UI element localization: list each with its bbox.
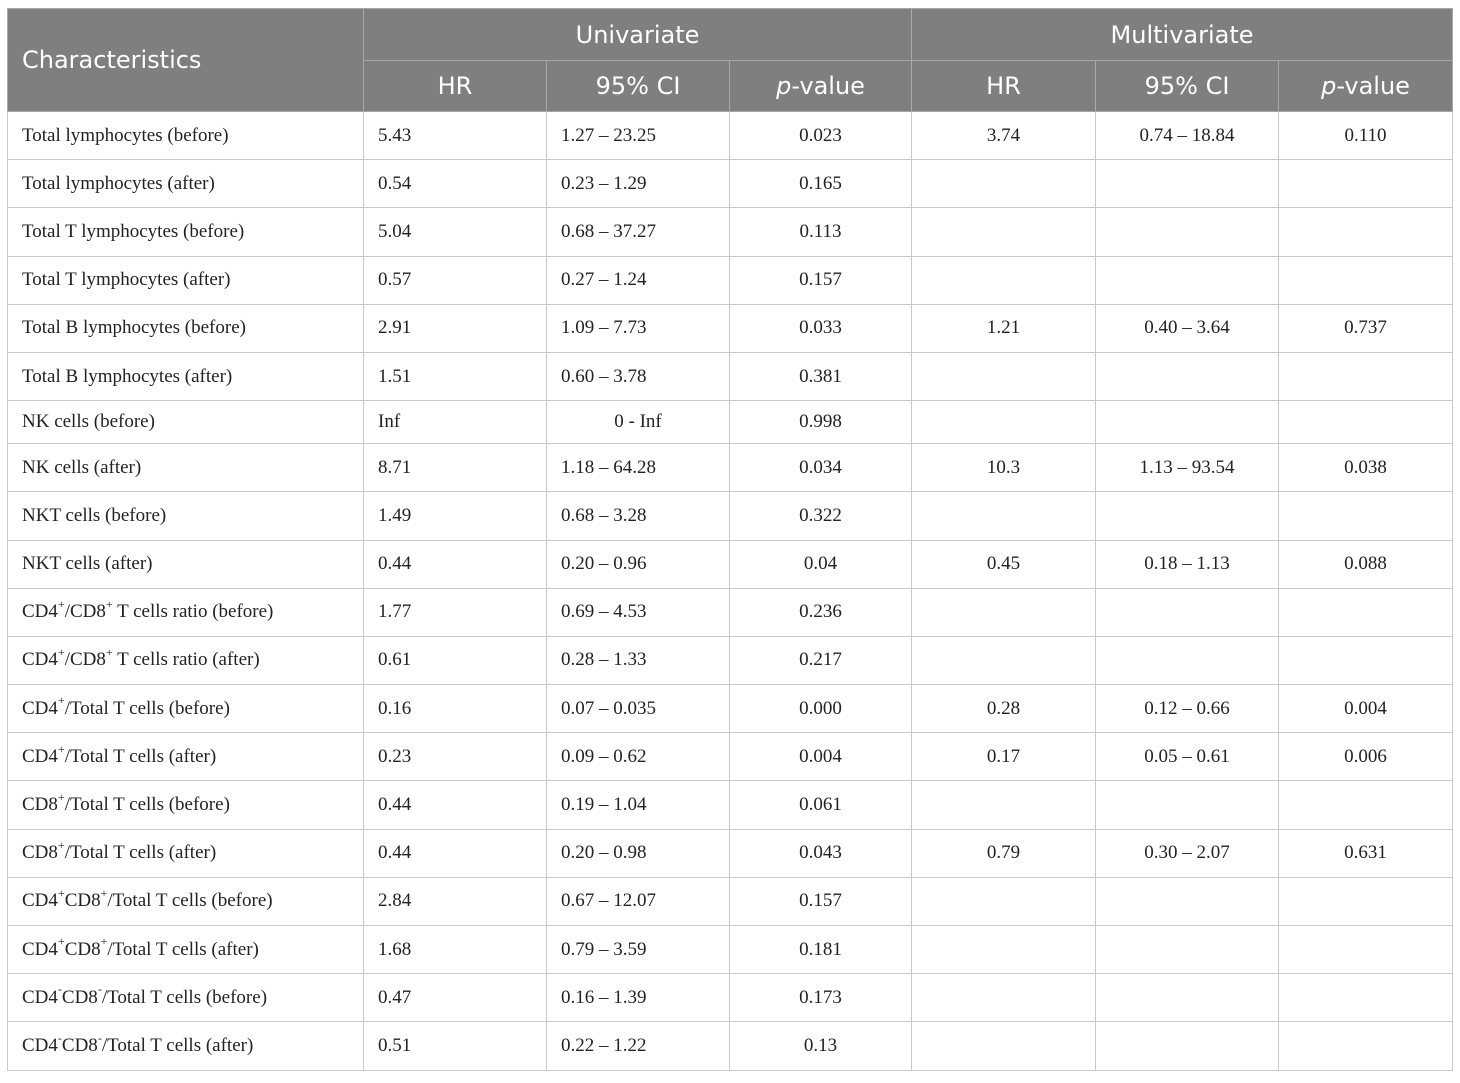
table-row — [8, 1022, 1453, 1070]
multivariate-pvalue-cell: 0.631 — [1279, 829, 1453, 877]
multivariate-ci-cell: 1.13 – 93.54 — [1096, 444, 1279, 492]
univariate-pvalue-cell: 0.381 — [730, 352, 912, 400]
superscript: - — [57, 982, 62, 997]
univariate-pvalue-cell: 0.043 — [730, 829, 912, 877]
superscript: + — [57, 789, 65, 804]
characteristic-cell — [8, 781, 364, 829]
univariate-ci-cell: 0.07 – 0.035 — [547, 685, 730, 733]
characteristic-cell — [8, 588, 364, 636]
multivariate-ci-cell — [1096, 877, 1279, 925]
characteristic-text: CD4 — [22, 1034, 58, 1056]
multivariate-ci-cell — [1096, 401, 1279, 444]
characteristic-text: CD8 — [61, 986, 98, 1008]
p-letter: p — [1321, 72, 1337, 100]
characteristic-text: CD8 — [22, 842, 58, 864]
characteristic-text: /Total T cells (after) — [64, 745, 217, 767]
characteristic-text: Total lymphocytes (before) — [22, 124, 229, 146]
characteristic-cell — [8, 1022, 364, 1070]
multivariate-pvalue-cell: 0.006 — [1279, 733, 1453, 781]
multivariate-pvalue-cell — [1279, 492, 1453, 540]
univariate-hr-cell: 2.91 — [364, 304, 547, 352]
table-row — [8, 304, 1453, 352]
characteristic-cell — [8, 352, 364, 400]
univariate-hr-cell: 0.51 — [364, 1022, 547, 1070]
table-row — [8, 588, 1453, 636]
multivariate-hr-cell: 1.21 — [912, 304, 1096, 352]
multivariate-hr-cell — [912, 256, 1096, 304]
univariate-pvalue-cell: 0.033 — [730, 304, 912, 352]
multivariate-hr-cell: 10.3 — [912, 444, 1096, 492]
characteristic-cell — [8, 829, 364, 877]
table-row — [8, 974, 1453, 1022]
superscript: - — [97, 1030, 102, 1045]
superscript: + — [105, 596, 113, 611]
table-row — [8, 733, 1453, 781]
multivariate-pvalue-cell — [1279, 588, 1453, 636]
p-suffix: -value — [791, 72, 865, 100]
p-suffix: -value — [1336, 72, 1410, 100]
characteristic-cell — [8, 685, 364, 733]
multivariate-ci-cell — [1096, 492, 1279, 540]
univariate-hr-cell: 2.84 — [364, 877, 547, 925]
univariate-hr-cell: 0.44 — [364, 829, 547, 877]
characteristic-text: CD4 — [22, 986, 58, 1008]
univariate-pvalue-cell: 0.157 — [730, 256, 912, 304]
univariate-pvalue-cell: 0.236 — [730, 588, 912, 636]
characteristic-text: Total B lymphocytes (after) — [22, 365, 233, 387]
multivariate-ci-cell: 0.40 – 3.64 — [1096, 304, 1279, 352]
characteristic-text: NK cells (after) — [22, 456, 142, 478]
multivariate-ci-cell — [1096, 160, 1279, 208]
multivariate-ci-cell — [1096, 781, 1279, 829]
multivariate-ci-cell — [1096, 208, 1279, 256]
characteristic-text: /Total T cells (before) — [64, 697, 230, 719]
characteristic-text: T cells ratio (after) — [112, 649, 260, 671]
table-row — [8, 492, 1453, 540]
characteristic-text: /CD8 — [64, 649, 106, 671]
table-body — [8, 112, 1453, 1071]
univariate-ci-cell: 0.68 – 3.28 — [547, 492, 730, 540]
multivariate-hr-cell — [912, 926, 1096, 974]
multivariate-pvalue-cell: 0.038 — [1279, 444, 1453, 492]
multivariate-pvalue-cell: 0.088 — [1279, 540, 1453, 588]
multivariate-hr-cell: 3.74 — [912, 112, 1096, 160]
characteristic-text: /Total T cells (after) — [64, 842, 217, 864]
univariate-pvalue-cell: 0.113 — [730, 208, 912, 256]
multivariate-hr-cell: 0.79 — [912, 829, 1096, 877]
characteristic-cell — [8, 636, 364, 684]
univariate-hr-cell: 0.47 — [364, 974, 547, 1022]
univariate-hr-header: HR — [364, 61, 547, 112]
superscript: + — [100, 934, 108, 949]
multivariate-ci-header: 95% CI — [1096, 61, 1279, 112]
multivariate-pvalue-cell — [1279, 781, 1453, 829]
characteristic-text: CD4 — [22, 601, 58, 623]
table-row — [8, 636, 1453, 684]
univariate-ci-cell: 0.23 – 1.29 — [547, 160, 730, 208]
characteristic-cell — [8, 208, 364, 256]
univariate-pvalue-header — [730, 61, 912, 112]
characteristic-text: Total T lymphocytes (after) — [22, 269, 231, 291]
characteristic-cell — [8, 926, 364, 974]
univariate-hr-cell: 0.23 — [364, 733, 547, 781]
univariate-ci-cell: 0.16 – 1.39 — [547, 974, 730, 1022]
univariate-ci-cell: 0.69 – 4.53 — [547, 588, 730, 636]
multivariate-ci-cell — [1096, 352, 1279, 400]
multivariate-pvalue-cell — [1279, 160, 1453, 208]
p-letter: p — [776, 72, 792, 100]
multivariate-hr-cell — [912, 974, 1096, 1022]
multivariate-pvalue-cell: 0.004 — [1279, 685, 1453, 733]
multivariate-hr-cell — [912, 877, 1096, 925]
multivariate-header: Multivariate — [912, 9, 1453, 61]
univariate-hr-cell: 0.44 — [364, 781, 547, 829]
univariate-ci-cell: 0.20 – 0.96 — [547, 540, 730, 588]
characteristic-text: /Total T cells (after) — [107, 938, 259, 960]
table-row — [8, 781, 1453, 829]
multivariate-pvalue-cell — [1279, 636, 1453, 684]
characteristic-text: Total lymphocytes (after) — [22, 172, 215, 194]
superscript: + — [105, 645, 113, 660]
multivariate-hr-cell — [912, 352, 1096, 400]
multivariate-hr-cell — [912, 401, 1096, 444]
univariate-pvalue-cell: 0.000 — [730, 685, 912, 733]
multivariate-ci-cell: 0.74 – 18.84 — [1096, 112, 1279, 160]
characteristic-text: CD4 — [22, 697, 58, 719]
characteristic-cell — [8, 444, 364, 492]
superscript: - — [57, 1030, 62, 1045]
multivariate-ci-cell: 0.30 – 2.07 — [1096, 829, 1279, 877]
characteristic-cell — [8, 401, 364, 444]
univariate-pvalue-cell: 0.04 — [730, 540, 912, 588]
univariate-pvalue-cell: 0.165 — [730, 160, 912, 208]
multivariate-hr-cell — [912, 1022, 1096, 1070]
table-row — [8, 685, 1453, 733]
superscript: + — [57, 741, 65, 756]
univariate-hr-cell: 0.16 — [364, 685, 547, 733]
table-row — [8, 160, 1453, 208]
multivariate-ci-cell — [1096, 636, 1279, 684]
univariate-hr-cell: Inf — [364, 401, 547, 444]
characteristic-text: Total T lymphocytes (before) — [22, 220, 245, 242]
multivariate-hr-cell — [912, 492, 1096, 540]
multivariate-pvalue-header — [1279, 61, 1453, 112]
univariate-pvalue-cell: 0.322 — [730, 492, 912, 540]
characteristic-cell — [8, 974, 364, 1022]
univariate-pvalue-cell: 0.998 — [730, 401, 912, 444]
characteristic-text: CD4 — [22, 890, 58, 912]
univariate-hr-cell: 0.44 — [364, 540, 547, 588]
characteristic-text: /Total T cells (before) — [107, 890, 273, 912]
characteristic-text: Total B lymphocytes (before) — [22, 317, 246, 339]
univariate-pvalue-cell: 0.217 — [730, 636, 912, 684]
univariate-ci-cell: 0 - Inf — [547, 401, 730, 444]
superscript: + — [57, 934, 65, 949]
univariate-hr-cell: 1.51 — [364, 352, 547, 400]
multivariate-ci-cell — [1096, 256, 1279, 304]
univariate-pvalue-cell: 0.173 — [730, 974, 912, 1022]
multivariate-hr-cell: 0.45 — [912, 540, 1096, 588]
univariate-ci-cell: 0.19 – 1.04 — [547, 781, 730, 829]
characteristic-text: CD4 — [22, 938, 58, 960]
multivariate-pvalue-cell — [1279, 256, 1453, 304]
superscript: + — [100, 886, 108, 901]
univariate-pvalue-cell: 0.181 — [730, 926, 912, 974]
univariate-hr-cell: 0.57 — [364, 256, 547, 304]
characteristic-cell — [8, 877, 364, 925]
univariate-pvalue-cell: 0.13 — [730, 1022, 912, 1070]
multivariate-ci-cell: 0.18 – 1.13 — [1096, 540, 1279, 588]
univariate-hr-cell: 1.77 — [364, 588, 547, 636]
characteristic-text: CD8 — [22, 794, 58, 816]
multivariate-hr-cell: 0.17 — [912, 733, 1096, 781]
univariate-pvalue-cell: 0.004 — [730, 733, 912, 781]
characteristic-cell — [8, 304, 364, 352]
univariate-pvalue-cell: 0.157 — [730, 877, 912, 925]
table-header — [8, 9, 1453, 112]
characteristics-header: Characteristics — [8, 9, 364, 112]
univariate-ci-cell: 0.22 – 1.22 — [547, 1022, 730, 1070]
univariate-pvalue-cell: 0.034 — [730, 444, 912, 492]
univariate-pvalue-cell: 0.023 — [730, 112, 912, 160]
characteristic-text: NKT cells (before) — [22, 504, 167, 526]
characteristic-text: /CD8 — [64, 601, 106, 623]
multivariate-pvalue-cell — [1279, 877, 1453, 925]
multivariate-ci-cell — [1096, 974, 1279, 1022]
characteristic-text: T cells ratio (before) — [112, 601, 274, 623]
characteristic-text: NKT cells (after) — [22, 553, 153, 575]
multivariate-pvalue-cell: 0.737 — [1279, 304, 1453, 352]
multivariate-hr-header: HR — [912, 61, 1096, 112]
univariate-hr-cell: 0.54 — [364, 160, 547, 208]
multivariate-pvalue-cell — [1279, 974, 1453, 1022]
table-row — [8, 112, 1453, 160]
characteristic-text: CD4 — [22, 649, 58, 671]
hazard-ratio-table — [7, 8, 1453, 1071]
univariate-ci-cell: 0.20 – 0.98 — [547, 829, 730, 877]
table-row — [8, 877, 1453, 925]
univariate-hr-cell: 5.04 — [364, 208, 547, 256]
univariate-ci-cell: 1.18 – 64.28 — [547, 444, 730, 492]
multivariate-pvalue-cell: 0.110 — [1279, 112, 1453, 160]
characteristic-cell — [8, 733, 364, 781]
table-row — [8, 352, 1453, 400]
multivariate-pvalue-cell — [1279, 1022, 1453, 1070]
univariate-ci-cell: 0.09 – 0.62 — [547, 733, 730, 781]
superscript: - — [97, 982, 102, 997]
univariate-hr-cell: 8.71 — [364, 444, 547, 492]
results-table-container — [7, 8, 1452, 1071]
characteristic-text: CD8 — [64, 890, 101, 912]
multivariate-hr-cell — [912, 208, 1096, 256]
characteristic-text: /Total T cells (before) — [101, 986, 268, 1008]
multivariate-pvalue-cell — [1279, 401, 1453, 444]
characteristic-cell — [8, 112, 364, 160]
characteristic-cell — [8, 160, 364, 208]
table-row — [8, 829, 1453, 877]
multivariate-hr-cell — [912, 636, 1096, 684]
table-row — [8, 401, 1453, 444]
superscript: + — [57, 645, 65, 660]
univariate-ci-cell: 0.27 – 1.24 — [547, 256, 730, 304]
multivariate-ci-cell: 0.05 – 0.61 — [1096, 733, 1279, 781]
characteristic-cell — [8, 492, 364, 540]
multivariate-hr-cell — [912, 781, 1096, 829]
multivariate-pvalue-cell — [1279, 352, 1453, 400]
table-row — [8, 208, 1453, 256]
characteristic-text: /Total T cells (after) — [101, 1034, 254, 1056]
univariate-ci-cell: 1.09 – 7.73 — [547, 304, 730, 352]
table-row — [8, 540, 1453, 588]
characteristic-text: /Total T cells (before) — [64, 794, 230, 816]
superscript: + — [57, 693, 65, 708]
multivariate-pvalue-cell — [1279, 926, 1453, 974]
multivariate-hr-cell: 0.28 — [912, 685, 1096, 733]
multivariate-ci-cell — [1096, 1022, 1279, 1070]
univariate-hr-cell: 0.61 — [364, 636, 547, 684]
table-row — [8, 444, 1453, 492]
univariate-ci-cell: 0.68 – 37.27 — [547, 208, 730, 256]
multivariate-ci-cell — [1096, 588, 1279, 636]
multivariate-hr-cell — [912, 588, 1096, 636]
characteristic-cell — [8, 256, 364, 304]
univariate-hr-cell: 1.49 — [364, 492, 547, 540]
multivariate-ci-cell: 0.12 – 0.66 — [1096, 685, 1279, 733]
univariate-hr-cell: 1.68 — [364, 926, 547, 974]
univariate-ci-cell: 0.60 – 3.78 — [547, 352, 730, 400]
superscript: + — [57, 596, 65, 611]
multivariate-hr-cell — [912, 160, 1096, 208]
superscript: + — [57, 837, 65, 852]
univariate-header: Univariate — [364, 9, 912, 61]
characteristic-text: NK cells (before) — [22, 411, 155, 433]
characteristic-cell — [8, 540, 364, 588]
univariate-ci-cell: 0.28 – 1.33 — [547, 636, 730, 684]
multivariate-pvalue-cell — [1279, 208, 1453, 256]
table-row — [8, 256, 1453, 304]
univariate-ci-cell: 1.27 – 23.25 — [547, 112, 730, 160]
characteristic-text: CD8 — [64, 938, 101, 960]
univariate-ci-header: 95% CI — [547, 61, 730, 112]
univariate-pvalue-cell: 0.061 — [730, 781, 912, 829]
univariate-ci-cell: 0.67 – 12.07 — [547, 877, 730, 925]
multivariate-ci-cell — [1096, 926, 1279, 974]
superscript: + — [57, 886, 65, 901]
characteristic-text: CD4 — [22, 745, 58, 767]
table-row — [8, 926, 1453, 974]
univariate-ci-cell: 0.79 – 3.59 — [547, 926, 730, 974]
characteristic-text: CD8 — [61, 1034, 98, 1056]
univariate-hr-cell: 5.43 — [364, 112, 547, 160]
